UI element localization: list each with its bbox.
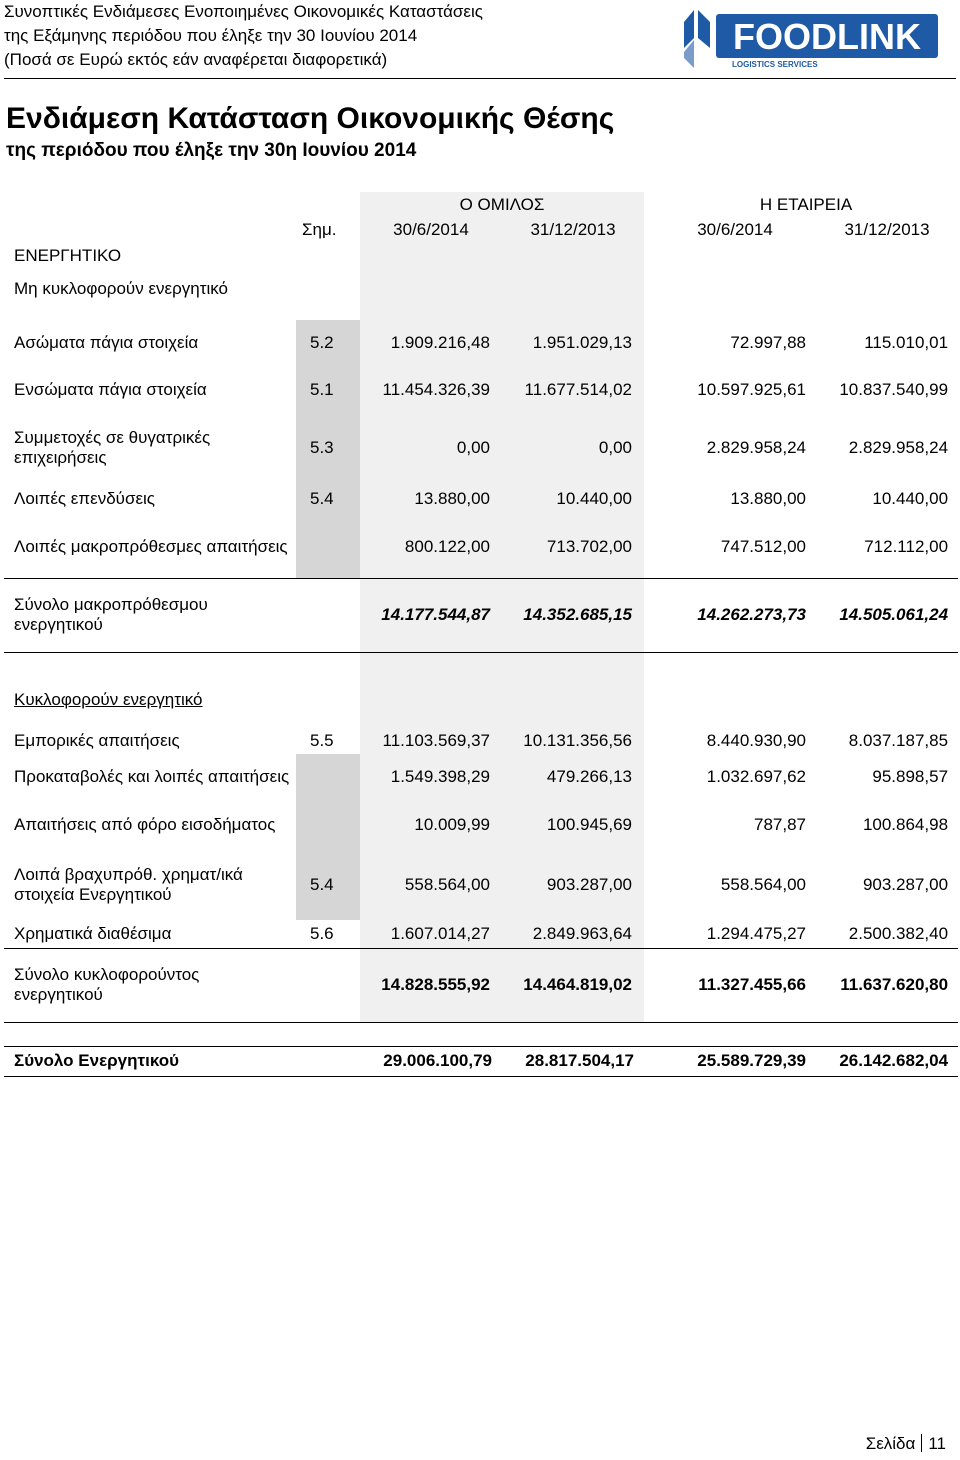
group-value-2014: 1.909.216,48	[360, 320, 502, 366]
total-assets-group-2014: 29.006.100,79	[360, 1046, 502, 1076]
total-noncurrent-company-2013: 14.505.061,24	[816, 578, 958, 652]
row-note	[296, 800, 360, 850]
company-value-2013: 10.837.540,99	[839, 380, 949, 399]
total-assets-row	[4, 1046, 958, 1076]
page-subtitle: της περιόδου που έληξε την 30η Ιουνίου 2014	[6, 140, 417, 161]
section-noncurrent: Μη κυκλοφορούν ενεργητικό	[14, 279, 228, 298]
group-value-2013: 2.849.963,64	[502, 920, 644, 948]
section-assets-row	[4, 242, 958, 270]
total-noncurrent-group-2014: 14.177.544,87	[360, 578, 502, 652]
group-value-2013: 11.677.514,02	[502, 366, 644, 414]
section-noncurrent-row	[4, 270, 958, 308]
company-value-2013: 903.287,00	[862, 875, 949, 894]
company-value-2014: 747.512,00	[654, 516, 816, 578]
table-row	[4, 754, 958, 800]
row-note: 5.6	[296, 920, 360, 948]
page-footer	[866, 1434, 946, 1454]
group-date-2: 31/12/2013	[502, 218, 644, 242]
group-value-2014: 10.009,99	[360, 800, 502, 850]
total-current-group-2014: 14.828.555,92	[360, 948, 502, 1022]
company-value-2014: 2.829.958,24	[706, 438, 807, 457]
company-value-2014: 787,87	[754, 815, 807, 834]
total-current-company-2014: 11.327.455,66	[654, 948, 816, 1022]
row-note	[296, 754, 360, 800]
table-row	[4, 920, 958, 948]
company-value-2013: 712.112,00	[816, 516, 958, 578]
total-noncurrent-label: Σύνολο μακροπρόθεσμου ενεργητικού	[4, 578, 296, 652]
row-note: 5.4	[296, 850, 360, 920]
header-rule	[4, 78, 956, 79]
table-row	[4, 414, 958, 482]
group-value-2013: 903.287,00	[502, 850, 644, 920]
table-row	[4, 728, 958, 754]
group-date-1: 30/6/2014	[360, 218, 502, 242]
row-label: Ασώματα πάγια στοιχεία	[14, 333, 199, 352]
group-value-2014: 13.880,00	[360, 482, 502, 516]
row-label: Λοιπές επενδύσεις	[14, 489, 155, 508]
logo-text: FOODLINK	[733, 16, 921, 57]
group-value-2013: 10.131.356,56	[502, 728, 644, 754]
header-row-dates	[4, 218, 958, 242]
footer-separator	[921, 1434, 922, 1452]
section-current-row	[4, 676, 958, 728]
company-value-2013: 95.898,57	[872, 767, 949, 786]
group-value-2013: 0,00	[502, 414, 644, 482]
row-label: Λοιπά βραχυπρόθ. χρηματ/ικά στοιχεία Ενεργητικού	[14, 865, 243, 904]
company-date-2: 31/12/2013	[844, 220, 930, 239]
total-current-group-2013: 14.464.819,02	[502, 948, 644, 1022]
row-label: Χρηματικά διαθέσιμα	[4, 920, 296, 948]
row-note: 5.1	[296, 366, 360, 414]
page-number: 11	[928, 1434, 946, 1453]
row-label: Ενσώματα πάγια στοιχεία	[14, 380, 207, 399]
group-value-2014: 558.564,00	[360, 850, 502, 920]
total-current-label: Σύνολο κυκλοφορούντος ενεργητικού	[4, 948, 296, 1022]
total-noncurrent-company-2014: 14.262.273,73	[654, 578, 816, 652]
row-label: Εμπορικές απαιτήσεις	[14, 731, 180, 750]
group-value-2014: 800.122,00	[360, 516, 502, 578]
company-value-2014: 1.032.697,62	[706, 767, 807, 786]
group-value-2014: 0,00	[360, 414, 502, 482]
company-value-2014: 558.564,00	[720, 875, 807, 894]
header-row-entities	[4, 192, 958, 218]
row-label: Συμμετοχές σε θυγατρικές επιχειρήσεις	[14, 428, 211, 467]
table-row	[4, 800, 958, 850]
total-current-row	[4, 948, 958, 1022]
group-value-2013: 479.266,13	[502, 754, 644, 800]
group-value-2013: 100.945,69	[502, 800, 644, 850]
row-note: 5.3	[296, 414, 360, 482]
company-date-1: 30/6/2014	[697, 220, 773, 239]
row-label: Απαιτήσεις από φόρο εισοδήματος	[14, 815, 276, 834]
row-note: 5.2	[296, 320, 360, 366]
company-value-2013: 100.864,98	[862, 815, 949, 834]
table-row	[4, 320, 958, 366]
row-note	[296, 516, 360, 578]
section-current: Κυκλοφορούν ενεργητικό	[14, 690, 203, 709]
page-label: Σελίδα	[865, 1434, 916, 1453]
company-heading: Η ΕΤΑΙΡΕΙΑ	[759, 195, 853, 214]
group-value-2014: 1.607.014,27	[360, 920, 502, 948]
total-assets-company-2013: 26.142.682,04	[816, 1046, 958, 1076]
header-line-1: Συνοπτικές Ενδιάμεσες Ενοποιημένες Οικονομικές Καταστάσεις	[4, 2, 483, 21]
table-row	[4, 366, 958, 414]
group-value-2013: 713.702,00	[502, 516, 644, 578]
group-value-2013: 10.440,00	[502, 482, 644, 516]
section-assets: ΕΝΕΡΓΗΤΙΚΟ	[14, 246, 122, 265]
table-row	[4, 516, 958, 578]
company-value-2014: 13.880,00	[730, 489, 807, 508]
header-line-2: της Εξάμηνης περιόδου που έληξε την 30 Ιουνίου 2014	[4, 26, 418, 45]
company-value-2014: 8.440.930,90	[706, 731, 807, 750]
group-heading: Ο ΟΜΙΛΟΣ	[360, 192, 644, 218]
company-value-2013: 10.440,00	[872, 489, 949, 508]
row-note: 5.4	[296, 482, 360, 516]
page-header	[4, 0, 954, 80]
total-assets-group-2013: 28.817.504,17	[502, 1046, 644, 1076]
total-assets-company-2014: 25.589.729,39	[654, 1046, 816, 1076]
company-value-2013: 2.500.382,40	[816, 920, 958, 948]
total-current-company-2013: 11.637.620,80	[816, 948, 958, 1022]
note-heading: Σημ.	[302, 220, 337, 239]
logo-subtext: LOGISTICS SERVICES	[732, 60, 818, 69]
company-value-2013: 115.010,01	[864, 333, 949, 352]
group-value-2014: 11.103.569,37	[360, 728, 502, 754]
table-row	[4, 482, 958, 516]
company-value-2014: 72.997,88	[730, 333, 807, 352]
page-title: Ενδιάμεση Κατάσταση Οικονομικής Θέσης	[6, 102, 615, 135]
row-label: Λοιπές μακροπρόθεσμες απαιτήσεις	[4, 516, 296, 578]
table-row	[4, 850, 958, 920]
group-value-2013: 1.951.029,13	[502, 320, 644, 366]
company-value-2013: 2.829.958,24	[848, 438, 949, 457]
balance-sheet-table	[4, 192, 958, 1077]
foodlink-logo	[680, 8, 942, 70]
group-value-2014: 11.454.326,39	[360, 366, 502, 414]
group-value-2014: 1.549.398,29	[360, 754, 502, 800]
company-value-2014: 10.597.925,61	[697, 380, 807, 399]
header-line-3: (Ποσά σε Ευρώ εκτός εάν αναφέρεται διαφορετικά)	[4, 50, 388, 69]
company-value-2014: 1.294.475,27	[654, 920, 816, 948]
total-assets-label: Σύνολο Ενεργητικού	[4, 1046, 296, 1076]
company-value-2013: 8.037.187,85	[848, 731, 949, 750]
row-note: 5.5	[296, 728, 360, 754]
total-noncurrent-group-2013: 14.352.685,15	[502, 578, 644, 652]
total-noncurrent-row	[4, 578, 958, 652]
row-label: Προκαταβολές και λοιπές απαιτήσεις	[14, 767, 290, 786]
